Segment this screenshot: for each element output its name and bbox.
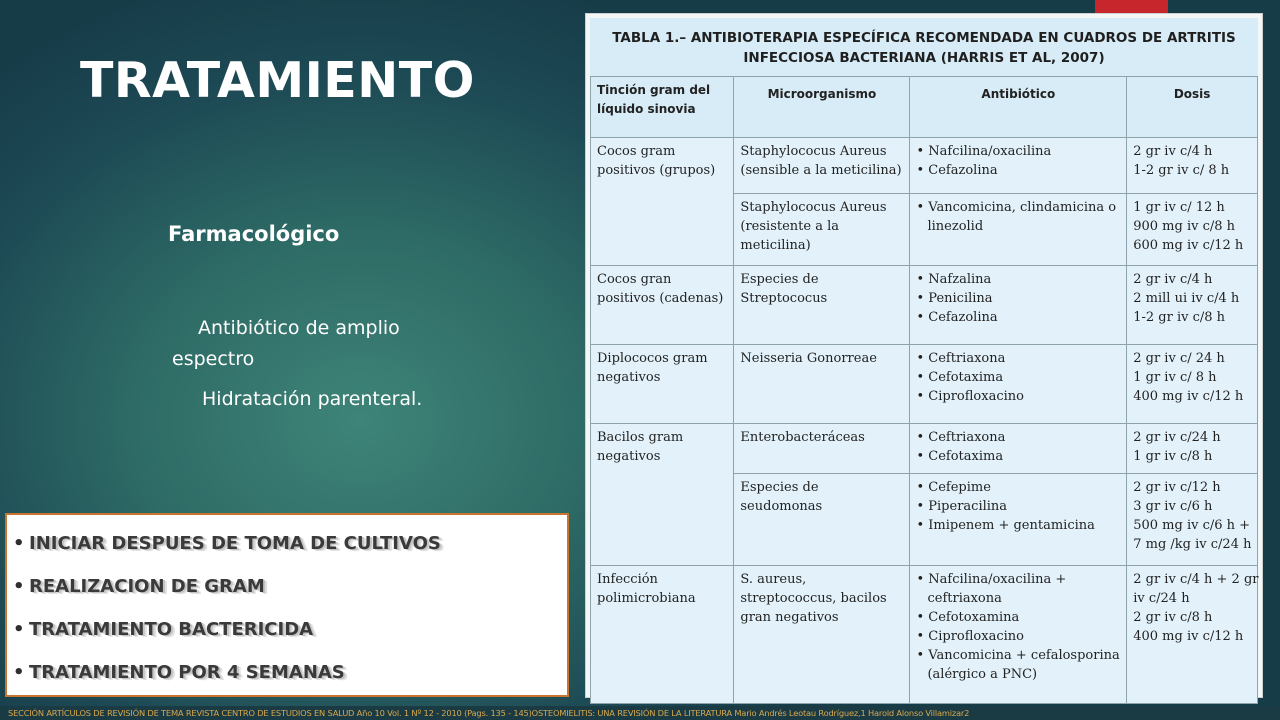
cell-tincion: Diplococos gram negativos xyxy=(591,345,734,424)
cell-dosis: 2 gr iv c/ 24 h 1 gr iv c/ 8 h 400 mg iv c/12 h xyxy=(1127,345,1258,424)
callout-item: • INICIAR DESPUES DE TOMA DE CULTIVOS xyxy=(29,531,567,574)
cell-dosis: 2 gr iv c/24 h 1 gr iv c/8 h xyxy=(1127,424,1258,474)
cell-microorganismo: Staphylococus Aureus (resistente a la meticilina) xyxy=(734,194,910,266)
cell-microorganismo: Especies de seudomonas xyxy=(734,474,910,566)
cell-microorganismo: Especies de Streptococus xyxy=(734,266,910,345)
table-caption xyxy=(590,18,1258,76)
cell-tincion: Infección polimicrobiana xyxy=(591,566,734,704)
cell-microorganismo: Enterobacteráceas xyxy=(734,424,910,474)
cell-dosis: 2 gr iv c/12 h 3 gr iv c/6 h 500 mg iv c/6 h + 7 mg /kg iv c/24 h xyxy=(1127,474,1258,566)
cell-dosis: 2 gr iv c/4 h 1-2 gr iv c/ 8 h xyxy=(1127,138,1258,194)
header-microorganismo: Microorganismo xyxy=(734,77,910,138)
table-header-row xyxy=(591,77,1258,138)
bullet-farmacologico xyxy=(146,222,339,246)
cell-antibiotico: • Ceftriaxona • Cefotaxima xyxy=(910,424,1127,474)
citation-footer: SECCIÓN ARTÍCULOS DE REVISIÓN DE TEMA REVISTA CENTRO DE ESTUDIOS EN SALUD Año 10 Vol. 1 Nº 12 - 2010 (Pags. 135 - 145)OSTEOMIELITIS: UNA REVISIÓN DE LA LITERATURA Mario Andrés Leotau Rodríguez,1 Harold Alonso Villamizar2 xyxy=(0,706,1280,720)
callout-item: • TRATAMIENTO POR 4 SEMANAS xyxy=(29,660,567,703)
cell-microorganismo: Neisseria Gonorreae xyxy=(734,345,910,424)
table-row xyxy=(591,345,1258,424)
header-tincion: Tinción gram del líquido sinovia xyxy=(591,77,734,138)
caption-line: INFECCIOSA BACTERIANA (HARRIS ET AL, 2007) xyxy=(743,50,1105,66)
bullet-text: Farmacológico xyxy=(168,222,340,246)
callout-item: • TRATAMIENTO BACTERICIDA xyxy=(29,617,567,660)
sub-bullet-antibiotico xyxy=(172,313,502,375)
table-row xyxy=(591,266,1258,345)
cell-antibiotico: • Vancomicina, clindamicina o linezolid xyxy=(910,194,1127,266)
cell-tincion: Cocos gran positivos (cadenas) xyxy=(591,266,734,345)
cell-tincion: Bacilos gram negativos xyxy=(591,424,734,566)
callout-item: • REALIZACION DE GRAM xyxy=(29,574,567,617)
cell-antibiotico: • Nafzalina • Penicilina • Cefazolina xyxy=(910,266,1127,345)
cell-microorganismo: Staphylococus Aureus (sensible a la meticilina) xyxy=(734,138,910,194)
cell-dosis: 2 gr iv c/4 h + 2 gr iv c/24 h 2 gr iv c/8 h 400 mg iv c/12 h xyxy=(1127,566,1258,704)
header-antibiotico: Antibiótico xyxy=(910,77,1127,138)
callout-list xyxy=(7,515,567,703)
cell-antibiotico: • Nafcilina/oxacilina • Cefazolina xyxy=(910,138,1127,194)
cell-tincion: Cocos gram positivos (grupos) xyxy=(591,138,734,266)
table-row xyxy=(591,424,1258,474)
caption-line: TABLA 1.– ANTIBIOTERAPIA ESPECÍFICA RECOMENDADA EN CUADROS DE ARTRITIS xyxy=(612,30,1236,46)
header-dosis: Dosis xyxy=(1127,77,1258,138)
table-row xyxy=(591,138,1258,194)
cell-dosis: 1 gr iv c/ 12 h 900 mg iv c/8 h 600 mg iv c/12 h xyxy=(1127,194,1258,266)
table-row xyxy=(591,566,1258,704)
treatment-callout-box xyxy=(5,513,569,697)
sub-bullet-text-line2: espectro xyxy=(172,348,255,370)
cell-dosis: 2 gr iv c/4 h 2 mill ui iv c/4 h 1-2 gr iv c/8 h xyxy=(1127,266,1258,345)
antibiotic-table xyxy=(590,76,1258,704)
sub-bullet-text: Hidratación parenteral. xyxy=(202,388,423,410)
sub-bullet-text-line1: Antibiótico de amplio xyxy=(198,317,400,339)
slide-title: TRATAMIENTO xyxy=(80,52,475,109)
cell-antibiotico: • Nafcilina/oxacilina + ceftriaxona • Cefotoxamina • Ciprofloxacino • Vancomicina + cefalosporina (alérgico a PNC) xyxy=(910,566,1127,704)
cell-antibiotico: • Ceftriaxona • Cefotaxima • Ciprofloxacino xyxy=(910,345,1127,424)
sub-bullet-hidratacion xyxy=(172,384,422,415)
cell-antibiotico: • Cefepime • Piperacilina • Imipenem + gentamicina xyxy=(910,474,1127,566)
accent-tab xyxy=(1095,0,1168,13)
antibiotic-table-image xyxy=(585,13,1263,698)
cell-microorganismo: S. aureus, streptococcus, bacilos gran negativos xyxy=(734,566,910,704)
